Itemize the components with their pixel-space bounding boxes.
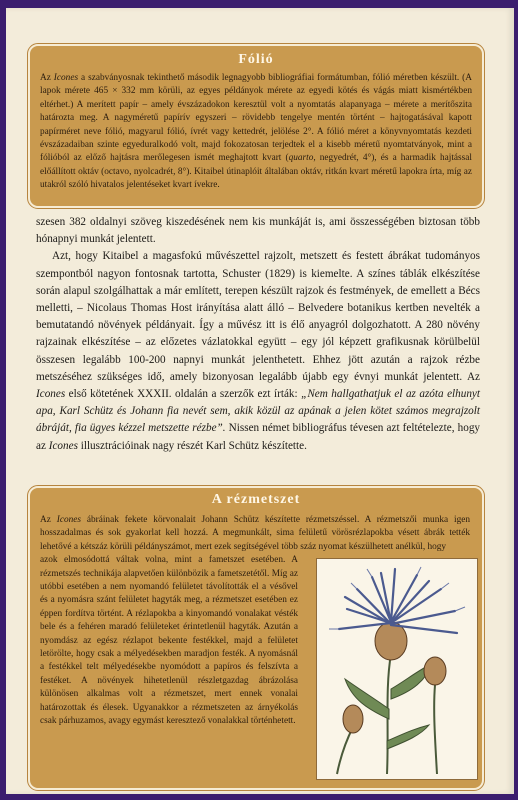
folio-box-text — [40, 72, 472, 193]
text-run: ábráinak fekete körvonalait Johann Schütz készítette rézmetszéssel. A rézmetszői munka igen hosszadalmas és sok gyakorlat kell hozzá. A megmunkált, sima felületű vörösrézlapokba vésett ábrák tették lehetővé a kétszáz körüli példányszámot, mert ezek segítségével több száz nyomat készülhetett anélkül, hogy — [40, 515, 470, 552]
text-run: Icones — [56, 515, 81, 525]
text-run: a szabványosnak tekinthető második legnagyobb bibliográfiai formátumban, fólió méretben készült. (A lapok mérete 465 × 332 mm körüli, az egyes példányok mérete az egyedi kötés és vágás miatt kismértékben eltérhet.) A merített papír – amely évszázadokon keresztül volt a nyomtatás alapanyaga – mérete a merítőszita határozta meg. A nagyméretű papírív egyszeri – rövidebb tengelye mentén történt – hajtogatásával kapott papírméret neve fólió, magyarul fólió, ívrét vagy kettedrét, jelölése 2°. A fólió méret a könyvnyomtatás kezdeti évszázadaiban szinte egyeduralkodó volt, majd fokozatosan terjedtek el a kisebb méretű nyomtatványok, mint a fólióból az előző hajtásra merőlegesen ismét meghajtott kvart ( — [40, 73, 472, 164]
text-run: Icones — [48, 439, 78, 452]
text-run: Az — [40, 73, 54, 83]
body-paragraph-1 — [36, 214, 480, 248]
rez-box-title: A rézmetszet — [211, 492, 301, 507]
text-run: szesen 382 oldalnyi szöveg kiszedésének nem kis munkáját is, ami összességében biztosan több hónapnyi munkát jelentett. — [36, 216, 480, 246]
text-run: , negyedrét, 4°), és a harmadik hajtással előállított oktáv (octavo, nyolcadrét, 8°). Kitaibel útinaplóit általában oktáv, ritkán kvart méretű lapokra írta, míg az utakról szóló hivatalos jelentéseket kvart ívekre. — [40, 153, 472, 191]
text-run: Icones — [36, 388, 66, 401]
text-run: „Nem hallgathatjuk el az azóta elhunyt apa, Karl Schütz és Johann fia nevét sem, akik közül az apának a jelen kötet számos megrajzolt ábráját, fia ügyes kézzel metszette rézbe”. — [36, 388, 481, 435]
main-body-text — [36, 214, 480, 455]
text-run: quarto — [288, 153, 314, 164]
rez-box-text-wide — [40, 514, 470, 554]
folio-info-box — [28, 44, 484, 208]
text-run: Azt, hogy Kitaibel a magasfokú művészettel rajzolt, metszett és festett ábrákat tudományos szempontból nagyon fontosnak tartotta, Schuster (1829) is kiemelte. A színes táblák elkészítése során alapul szolgálhattak a már említett, terepen készült rajzok és festmények, de emellett a Bécs melletti, – Nicolaus Thomas Host irányítása alatt álló – Belvedere botanikus kertben nevelték a bemutatandó növények példányait. Így a művész itt is élő anyagról dolgozhatott. A 280 növény rajzainak elkészítése – az előzetes vázlatokkal együtt – egy jól képzett grafikusnak körülbelül összesen legalább 100-200 napnyi munkát jelenthetett. Ehhez jött azután a rajzok rézbe metszéséhez szükséges idő, amely bizonyosan legalább újabb egy évnyi munkát jelentett. Az — [36, 250, 480, 383]
copper-engraving-info-box — [28, 486, 484, 790]
text-run: Az — [40, 515, 57, 525]
text-run: Icones — [53, 73, 79, 83]
text-run: azok elmosódottá váltak volna, mint a fametszet esetében. A rézmetszés technikája alapvetően különbözik a fametszetétől. Míg az utóbbi esetében a nem nyomandó felületet távolították el a vésővel és a nyomásra szánt felületet hagyták meg, a rézmetszet esetében ez éppen fordítva történt. A rézlapokba a kinyomandó vonalakat vésték bele és a fehéren maradó felületeket érintetlenül hagyták. Azután a nyomdász az egész rézlapot bekente festékkel, majd a felületet letörölte, hogy csak a mélyedésekben maradjon festék. A nyomásnál a festékkel telt mélyedésekbe nyomódott a papíros és felszívta a festéket. A növények hihetetlenül részletgazdag ábrázolása különösen alkalmas volt a rézmetszet, mert ennek vonalai határozottak és élesek. Ugyanakkor a rézmetszeten az árnyékolás csak párhuzamos, avagy egymást keresztező vonalakkal történhetett. — [40, 555, 298, 727]
folio-box-title: Fólió — [238, 52, 274, 67]
knapweed-illustration — [316, 558, 478, 780]
text-run: illusztrációinak nagy részét Karl Schütz készítette. — [77, 439, 307, 452]
text-run: első kötetének XXXII. oldalán a szerzők ezt írták: — [65, 388, 302, 401]
book-page — [6, 8, 514, 794]
rez-box-text-narrow — [40, 554, 298, 728]
body-paragraph-2 — [36, 248, 480, 454]
text-run: Nissen német bibliográfus tévesen azt feltételezte, hogy az — [36, 422, 481, 452]
